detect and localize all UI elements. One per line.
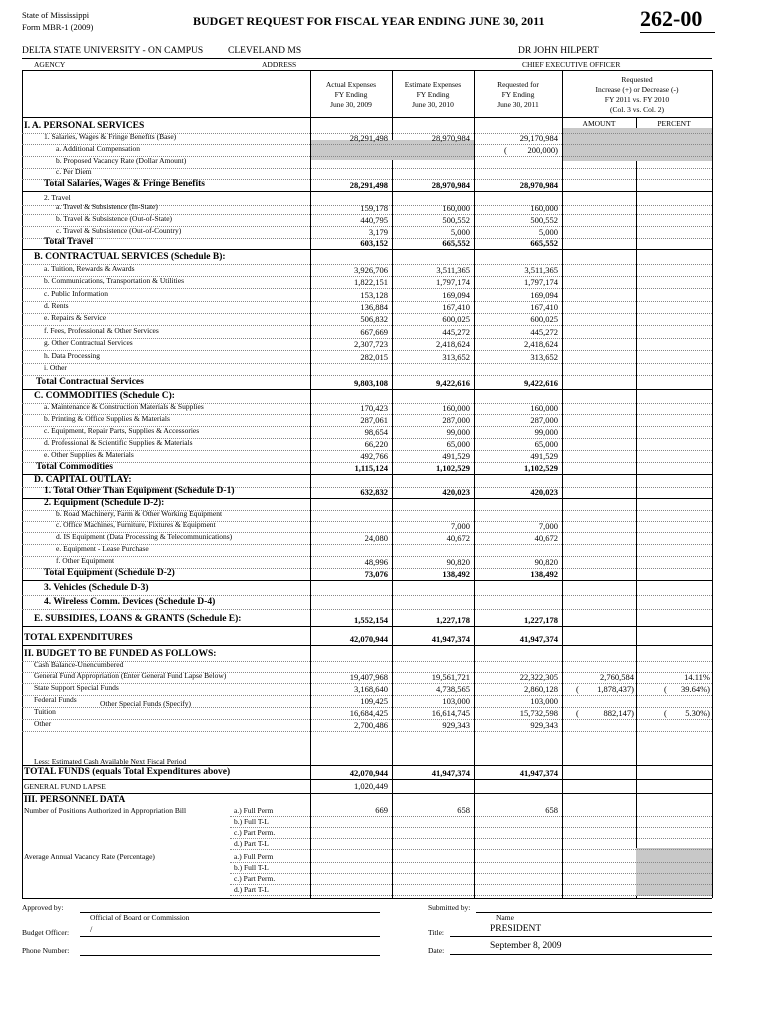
vacancy-label: Average Annual Vacancy Rate (Percentage) (24, 852, 155, 861)
estimate-value: 40,672 (446, 533, 470, 543)
personnel-sub-label: c.) Part Perm. (234, 828, 276, 837)
phone-label: Phone Number: (22, 946, 70, 955)
row-label: b. Road Machinery, Farm & Other Working Equipment (56, 509, 223, 518)
row-label: c. Public Information (44, 289, 108, 298)
estimate-value: 90,820 (446, 557, 470, 567)
actual-value: 109,425 (360, 696, 388, 706)
estimate-value: 41,947,374 (431, 634, 470, 644)
general-fund-lapse-value: 1,020,449 (354, 781, 388, 791)
requested-value: 2,418,624 (524, 339, 558, 349)
estimate-value: 160,000 (442, 203, 470, 213)
row-label: TOTAL EXPENDITURES (24, 633, 133, 643)
row-label: b. Printing & Office Supplies & Materials (44, 414, 170, 423)
requested-value: 7,000 (538, 521, 558, 531)
change-percent: 14.11% (684, 672, 710, 682)
approved-by-label: Approved by: (22, 903, 64, 912)
ceo-name: DR JOHN HILPERT (518, 46, 599, 56)
actual-value: 153,128 (360, 290, 388, 300)
row-label: Total Contractual Services (36, 377, 144, 387)
actual-value: 3,179 (368, 227, 388, 237)
estimate-value: 2,418,624 (436, 339, 470, 349)
row-label: E. SUBSIDIES, LOANS & GRANTS (Schedule E): (34, 614, 242, 624)
page-title: BUDGET REQUEST FOR FISCAL YEAR ENDING JUNE 30, 2011 (193, 14, 545, 28)
actual-value: 603,152 (360, 238, 388, 248)
row-label: I. A. PERSONAL SERVICES (24, 121, 145, 131)
estimate-value: 16,614,745 (431, 708, 470, 718)
change-percent: 39.64%) (680, 684, 710, 694)
total-funds-actual: 42,070,944 (349, 768, 388, 778)
col-estimate-header: Estimate Expenses FY Ending June 30, 2010 (404, 80, 462, 109)
total-funds-requested: 41,947,374 (519, 768, 558, 778)
row-label: f. Other Equipment (56, 556, 115, 565)
actual-value: 3,168,640 (354, 684, 388, 694)
estimate-value: 500,552 (442, 215, 470, 225)
row-label: d. Rents (44, 301, 69, 310)
change-amount: 882,147) (603, 708, 634, 718)
requested-value: 200,000) (527, 145, 558, 155)
ceo-label: CHIEF EXECUTIVE OFFICER (522, 60, 621, 69)
col-requested-header: Requested for FY Ending June 30, 2011 (497, 80, 539, 109)
actual-value: 28,291,498 (349, 180, 388, 190)
requested-value: 41,947,374 (519, 634, 558, 644)
actual-value: 24,080 (364, 533, 388, 543)
actual-value: 9,803,108 (354, 378, 388, 388)
estimate-value: 99,000 (446, 427, 470, 437)
actual-value: 2,307,723 (354, 339, 388, 349)
personnel-sub-label: d.) Part T-L (234, 885, 269, 894)
row-label: i. Other (44, 363, 67, 372)
change-amount-paren: ( (576, 708, 579, 718)
row-label: c. Equipment, Repair Parts, Supplies & Accessories (44, 426, 200, 435)
change-percent-paren: ( (664, 708, 667, 718)
row-label: 1. Total Other Than Equipment (Schedule D-1) (44, 486, 235, 496)
title-value: PRESIDENT (490, 924, 542, 934)
estimate-value: 600,025 (442, 314, 470, 324)
change-amount-paren: ( (576, 684, 579, 694)
estimate-value: 138,492 (442, 569, 470, 579)
requested-value: 169,094 (530, 290, 558, 300)
row-label: C. COMMODITIES (Schedule C): (34, 391, 175, 401)
requested-value: 9,422,616 (524, 378, 558, 388)
actual-value: 48,996 (364, 557, 388, 567)
row-label: b. Proposed Vacancy Rate (Dollar Amount) (56, 156, 187, 165)
row-label: g. Other Contractual Services (44, 338, 133, 347)
requested-value: 28,970,984 (519, 180, 558, 190)
estimate-value: 7,000 (450, 521, 470, 531)
requested-value: 103,000 (530, 696, 558, 706)
less-cash-label: Less: Estimated Cash Available Next Fiscal Period (34, 757, 187, 766)
form-id: Form MBR-1 (2009) (22, 22, 94, 32)
title-label: Title: (428, 928, 444, 937)
actual-value: 1,115,124 (354, 463, 388, 473)
estimate-value: 160,000 (442, 403, 470, 413)
agency-code: 262-00 (640, 6, 703, 31)
actual-value: 1,552,154 (354, 615, 388, 625)
actual-value: 440,795 (360, 215, 388, 225)
actual-value: 632,832 (360, 487, 388, 497)
requested-value: 2,860,128 (524, 684, 558, 694)
change-amount: 2,760,584 (600, 672, 634, 682)
requested-value: 167,410 (530, 302, 558, 312)
agency-address: CLEVELAND MS (228, 46, 302, 56)
row-label: B. CONTRACTUAL SERVICES (Schedule B): (34, 252, 226, 262)
actual-value: 42,070,944 (349, 634, 388, 644)
row-label: Total Travel (44, 237, 94, 247)
row-label: Other (34, 719, 52, 728)
date-label: Date: (428, 946, 445, 955)
row-label: d. IS Equipment (Data Processing & Telecommunications) (56, 532, 233, 541)
estimate-value: 313,652 (442, 352, 470, 362)
positions-actual: 669 (375, 805, 388, 815)
estimate-value: 3,511,365 (436, 265, 470, 275)
requested-value: 1,797,174 (524, 277, 558, 287)
requested-value: 500,552 (530, 215, 558, 225)
row-label: a. Tuition, Rewards & Awards (44, 264, 135, 273)
change-percent-paren: ( (664, 684, 667, 694)
requested-value: 287,000 (530, 415, 558, 425)
actual-value: 98,654 (364, 427, 388, 437)
row-label: c. Per Diem (56, 167, 92, 176)
actual-value: 66,220 (364, 439, 388, 449)
requested-value: 99,000 (534, 427, 558, 437)
row-label: II. BUDGET TO BE FUNDED AS FOLLOWS: (24, 649, 217, 659)
requested-value: 65,000 (534, 439, 558, 449)
total-funds-estimate: 41,947,374 (431, 768, 470, 778)
requested-value: 29,170,984 (519, 133, 558, 143)
personnel-sub-label: d.) Part T-L (234, 839, 269, 848)
estimate-value: 287,000 (442, 415, 470, 425)
change-percent: 5.30%) (685, 708, 710, 718)
other-special-funds-label: Other Special Funds (Specify) (100, 699, 192, 708)
budget-officer-label: Budget Officer: (22, 928, 70, 937)
estimate-value: 665,552 (442, 238, 470, 248)
estimate-value: 4,738,565 (436, 684, 470, 694)
estimate-value: 5,000 (450, 227, 470, 237)
row-label: Tuition (34, 707, 56, 716)
row-label: e. Repairs & Service (44, 313, 107, 322)
estimate-value: 491,529 (442, 451, 470, 461)
name-label: Name (496, 913, 514, 922)
row-label: General Fund Appropriation (Enter General Fund Lapse Below) (34, 671, 227, 680)
estimate-value: 65,000 (446, 439, 470, 449)
row-label: a. Maintenance & Construction Materials & Supplies (44, 402, 204, 411)
col-actual-header: Actual Expenses FY Ending June 30, 2009 (325, 80, 377, 109)
requested-value: 15,732,598 (519, 708, 558, 718)
col-percent-header: PERCENT (657, 119, 691, 128)
requested-paren: ( (504, 145, 507, 155)
estimate-value: 28,970,984 (431, 180, 470, 190)
row-label: c. Office Machines, Furniture, Fixtures & Equipment (56, 520, 216, 529)
row-label: Total Equipment (Schedule D-2) (44, 568, 175, 578)
row-label: b. Travel & Subsistence (Out-of-State) (56, 214, 173, 223)
estimate-value: 1,227,178 (436, 615, 470, 625)
requested-value: 40,672 (534, 533, 558, 543)
estimate-value: 169,094 (442, 290, 470, 300)
estimate-value: 445,272 (442, 327, 470, 337)
row-label: h. Data Processing (44, 351, 101, 360)
requested-value: 22,322,305 (519, 672, 558, 682)
estimate-value: 1,797,174 (436, 277, 470, 287)
general-fund-lapse-label: GENERAL FUND LAPSE (24, 782, 106, 791)
actual-value: 16,684,425 (349, 708, 388, 718)
row-label: Cash Balance-Unencumbered (34, 660, 124, 669)
row-label: e. Equipment - Lease Purchase (56, 544, 149, 553)
requested-value: 420,023 (530, 487, 558, 497)
agency-label: AGENCY (34, 60, 66, 69)
actual-value: 2,700,486 (354, 720, 388, 730)
actual-value: 282,015 (360, 352, 388, 362)
actual-value: 287,061 (360, 415, 388, 425)
row-label: State Support Special Funds (34, 683, 119, 692)
estimate-value: 929,343 (442, 720, 470, 730)
requested-value: 3,511,365 (524, 265, 558, 275)
requested-value: 491,529 (530, 451, 558, 461)
row-label: 4. Wireless Comm. Devices (Schedule D-4) (44, 597, 216, 607)
address-label: ADDRESS (262, 60, 297, 69)
official-label: Official of Board or Commission (90, 913, 190, 922)
date-value: September 8, 2009 (490, 941, 562, 951)
requested-value: 929,343 (530, 720, 558, 730)
requested-value: 5,000 (538, 227, 558, 237)
personnel-title: III. PERSONNEL DATA (24, 795, 126, 805)
estimate-value: 28,970,984 (431, 133, 470, 143)
actual-value: 170,423 (360, 403, 388, 413)
row-label: f. Fees, Professional & Other Services (44, 326, 159, 335)
requested-value: 445,272 (530, 327, 558, 337)
actual-value: 667,669 (360, 327, 388, 337)
actual-value: 28,291,498 (349, 133, 388, 143)
actual-value: 136,884 (360, 302, 388, 312)
row-label: c. Travel & Subsistence (Out-of-Country) (56, 226, 182, 235)
actual-value: 506,832 (360, 314, 388, 324)
submitted-by-label: Submitted by: (428, 903, 471, 912)
row-label: 2. Travel (44, 193, 71, 202)
estimate-value: 1,102,529 (436, 463, 470, 473)
estimate-value: 9,422,616 (436, 378, 470, 388)
col-change-header: Requested Increase (+) or Decrease (-) FY 2011 vs. FY 2010 (Col. 3 vs. Col. 2) (595, 75, 679, 114)
estimate-value: 167,410 (442, 302, 470, 312)
row-label: Federal Funds (34, 695, 77, 704)
personnel-sub-label: b.) Full T-L (234, 863, 269, 872)
estimate-value: 420,023 (442, 487, 470, 497)
personnel-sub-label: a.) Full Perm (234, 806, 274, 815)
actual-value: 492,766 (360, 451, 388, 461)
row-label: D. CAPITAL OUTLAY: (34, 475, 132, 485)
positions-label: Number of Positions Authorized in Appropriation Bill (24, 806, 187, 815)
requested-value: 313,652 (530, 352, 558, 362)
actual-value: 73,076 (364, 569, 388, 579)
row-label: Total Commodities (36, 462, 113, 472)
estimate-value: 103,000 (442, 696, 470, 706)
requested-value: 160,000 (530, 203, 558, 213)
row-label: b. Communications, Transportation & Utilities (44, 276, 185, 285)
row-label: a. Additional Compensation (56, 144, 140, 153)
col-amount-header: AMOUNT (582, 119, 616, 128)
actual-value: 159,178 (360, 203, 388, 213)
actual-value: 3,926,706 (354, 265, 388, 275)
requested-value: 1,102,529 (524, 463, 558, 473)
requested-value: 160,000 (530, 403, 558, 413)
requested-value: 138,492 (530, 569, 558, 579)
budget-officer-value: / (90, 924, 93, 934)
state-label: State of Mississippi (22, 10, 90, 20)
actual-value: 19,407,968 (349, 672, 388, 682)
row-label: 1. Salaries, Wages & Fringe Benefits (Base) (44, 132, 177, 141)
estimate-value: 19,561,721 (431, 672, 470, 682)
personnel-sub-label: c.) Part Perm. (234, 874, 276, 883)
positions-estimate: 658 (457, 805, 470, 815)
requested-value: 600,025 (530, 314, 558, 324)
requested-value: 1,227,178 (524, 615, 558, 625)
row-label: Total Salaries, Wages & Fringe Benefits (44, 179, 205, 189)
requested-value: 665,552 (530, 238, 558, 248)
row-label: a. Travel & Subsistence (In-State) (56, 202, 158, 211)
total-funds-label: TOTAL FUNDS (equals Total Expenditures above) (24, 767, 231, 777)
positions-requested: 658 (545, 805, 558, 815)
personnel-sub-label: b.) Full T-L (234, 817, 269, 826)
row-label: d. Professional & Scientific Supplies & Materials (44, 438, 193, 447)
actual-value: 1,822,151 (354, 277, 388, 287)
row-label: 2. Equipment (Schedule D-2): (44, 498, 165, 508)
row-label: e. Other Supplies & Materials (44, 450, 134, 459)
requested-value: 90,820 (534, 557, 558, 567)
row-label: 3. Vehicles (Schedule D-3) (44, 583, 149, 593)
agency-name: DELTA STATE UNIVERSITY - ON CAMPUS (22, 46, 204, 56)
change-amount: 1,878,437) (597, 684, 634, 694)
personnel-sub-label: a.) Full Perm (234, 852, 274, 861)
